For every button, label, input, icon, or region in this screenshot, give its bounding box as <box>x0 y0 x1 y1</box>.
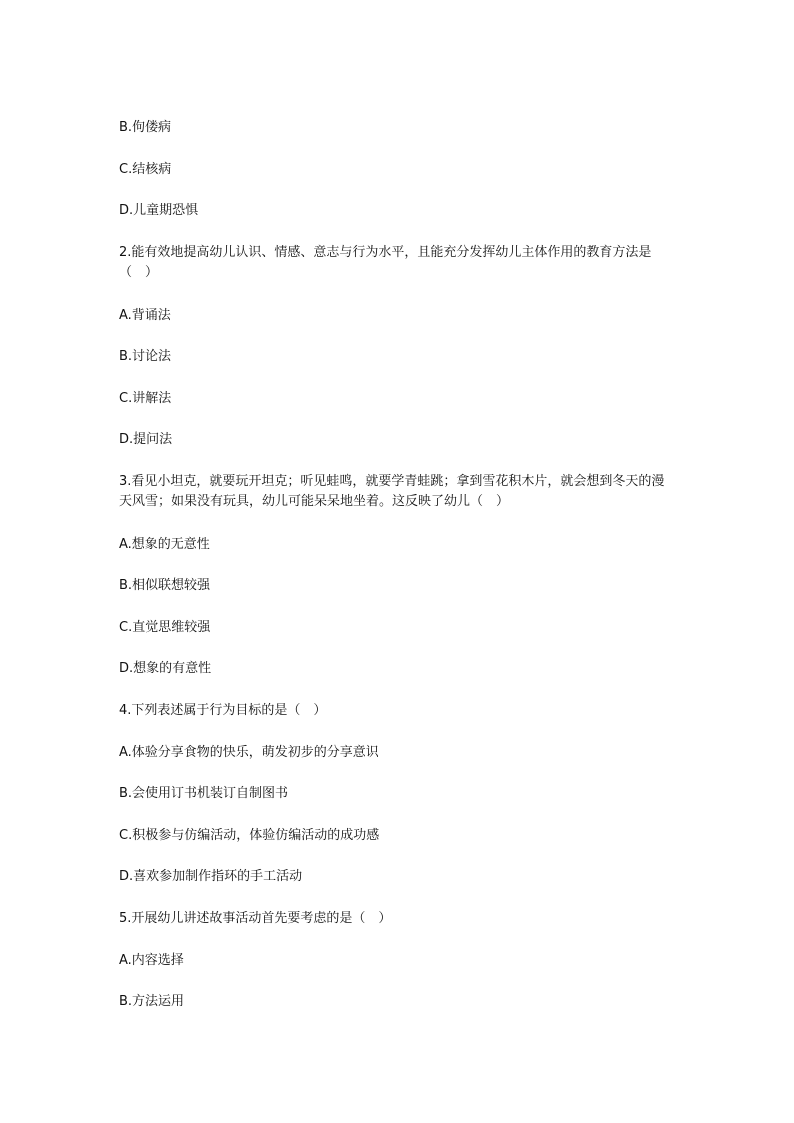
question-3: 3.看见小坦克，就要玩开坦克；听见蛙鸣，就要学青蛙跳；拿到雪花积木片，就会想到冬天的漫天风雪；如果没有玩具，幼儿可能呆呆地坐着。这反映了幼儿（ ） <box>119 474 665 509</box>
option-d: D.提问法 <box>119 432 173 447</box>
option-b: B.讨论法 <box>119 349 172 364</box>
option-a: A.想象的无意性 <box>119 537 210 552</box>
option-c: C.结核病 <box>119 162 172 177</box>
option-a: A.内容选择 <box>119 953 184 968</box>
option-c: C.积极参与仿编活动，体验仿编活动的成功感 <box>119 828 380 843</box>
option-b: B.方法运用 <box>119 994 185 1009</box>
option-a: A.背诵法 <box>119 308 171 323</box>
option-b: B.相似联想较强 <box>119 578 211 593</box>
option-b: B.会使用订书机装订自制图书 <box>119 786 289 801</box>
option-c: C.直觉思维较强 <box>119 620 211 635</box>
option-a: A.体验分享食物的快乐，萌发初步的分享意识 <box>119 745 379 760</box>
question-4: 4.下列表述属于行为目标的是（ ） <box>119 703 327 718</box>
question-5: 5.开展幼儿讲述故事活动首先要考虑的是（ ） <box>119 911 392 926</box>
option-b: B.佝偻病 <box>119 120 172 135</box>
question-2: 2.能有效地提高幼儿认识、情感、意志与行为水平，且能充分发挥幼儿主体作用的教育方法是（ ） <box>119 245 652 280</box>
option-d: D.想象的有意性 <box>119 661 212 676</box>
option-d: D.儿童期恐惧 <box>119 203 199 218</box>
option-d: D.喜欢参加制作指环的手工活动 <box>119 869 303 884</box>
option-c: C.讲解法 <box>119 391 172 406</box>
